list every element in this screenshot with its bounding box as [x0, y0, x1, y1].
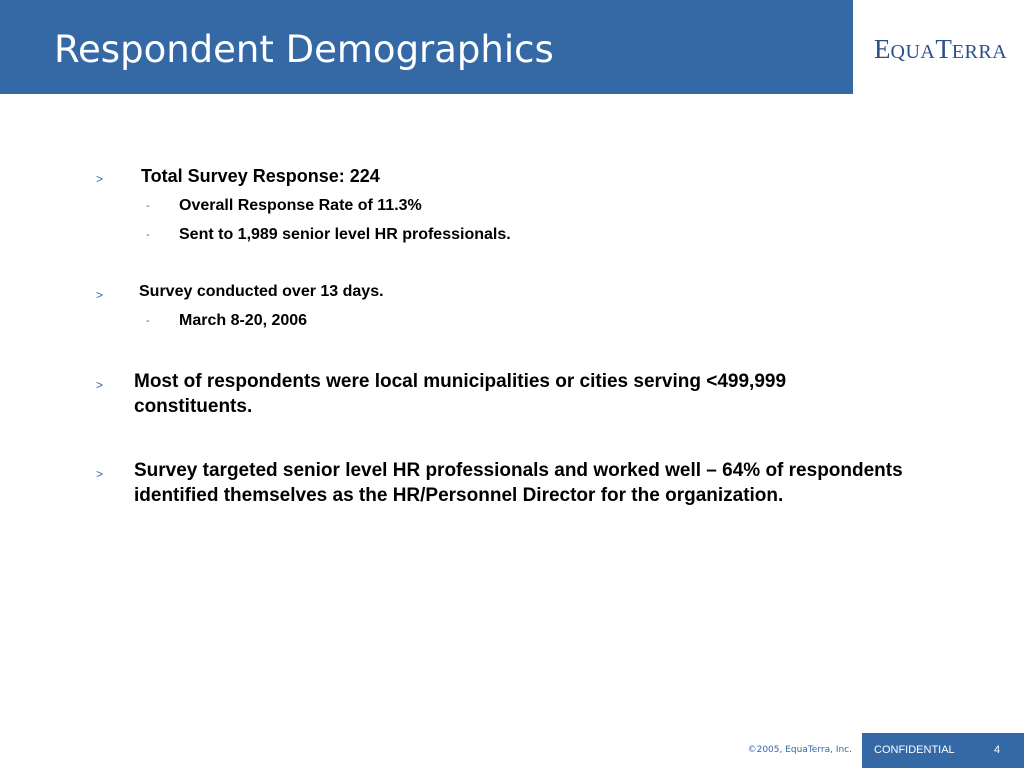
bullet-total-survey-response: Total Survey Response: 224 [141, 166, 380, 186]
bullet-respondent-type: Most of respondents were local municipalities or cities serving <499,999 constituents. [134, 371, 787, 417]
footer-copyright: ©2005, EquaTerra, Inc. [747, 745, 852, 755]
sub-bullet-marker: - [146, 200, 150, 212]
bullet-targeting-result: Survey targeted senior level HR professionals and worked well – 64% of respondents identified themselves as the HR/Personnel Director for the organization. [134, 460, 903, 506]
sub-bullet-sent-to: Sent to 1,989 senior level HR professionals. [179, 226, 511, 243]
page-number: 4 [994, 744, 1001, 756]
bullet-marker: > [96, 288, 104, 302]
header-bar [0, 0, 853, 94]
sub-bullet-marker: - [146, 315, 150, 327]
sub-bullet-survey-dates: March 8-20, 2006 [179, 312, 308, 329]
sub-bullet-marker: - [146, 229, 150, 241]
footer-bar [862, 733, 1024, 768]
slide-title: Respondent Demographics [54, 28, 554, 71]
bullet-survey-duration: Survey conducted over 13 days. [139, 283, 384, 300]
bullet-marker: > [96, 467, 104, 481]
sub-bullet-response-rate: Overall Response Rate of 11.3% [179, 197, 422, 214]
bullet-marker: > [96, 378, 104, 392]
confidential-label: CONFIDENTIAL [874, 744, 955, 756]
bullet-marker: > [96, 172, 104, 186]
equaterra-logo: EQUATERRA [874, 34, 1008, 64]
